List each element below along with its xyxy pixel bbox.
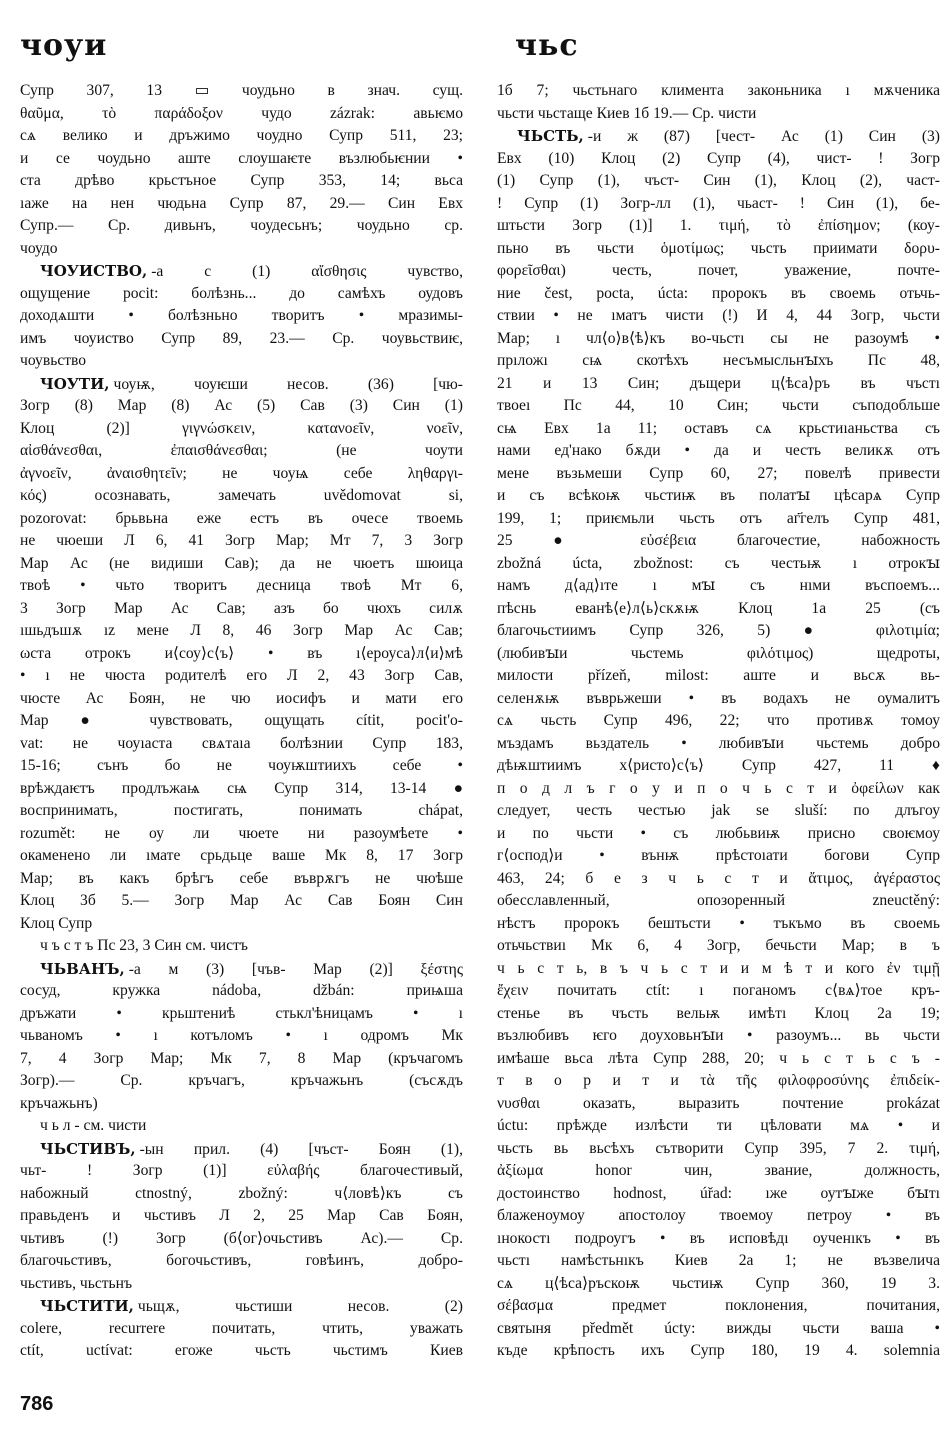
line-text: мене възьмеши Супр 60, 27; повелѣ привести — [497, 464, 940, 482]
text-line — [497, 800, 940, 823]
line-text: ctít, uctívat: егоже чьсть чьстимъ Киев — [20, 1342, 463, 1359]
line-text: ! Супр (1) Зогр-лл (1), чьаст- ! Син (1), бе- — [497, 194, 940, 212]
entry-continuation — [20, 80, 463, 260]
line-text: ние čest, pocta, úcta: пророкъ въ своемь отьчь- — [497, 284, 940, 302]
running-head-left: чоуи — [20, 28, 108, 63]
text-line — [497, 260, 940, 283]
text-line — [497, 935, 940, 958]
line-text: ıшьдъшѫ ız мене Л 8, 46 Зогр Мар Ас Сав; — [20, 622, 463, 639]
line-text: чьстивъ, чьстьнъ — [20, 1274, 133, 1292]
line-text: т в о р и т и τὰ τῆς φιλοφροσύνης ἐπιδείκ- — [497, 1072, 940, 1089]
line-text: достоинство hodnost, úřad: ıже оутꙑже бꙑтı — [497, 1184, 940, 1202]
text-line — [20, 148, 463, 171]
dictionary-entry — [20, 373, 463, 936]
line-text: colere, recurrere почитать, чтить, уважать — [20, 1319, 463, 1337]
text-line — [497, 710, 940, 733]
text-line — [20, 1318, 463, 1341]
text-line — [20, 710, 463, 733]
line-text: благочьстивъ, богочьстивъ, говѣинъ, добро- — [20, 1252, 463, 1269]
line-text: θαῦμα, τὸ παράδοξον чудо zázrak: авьѥмо — [20, 104, 463, 122]
text-line — [497, 418, 940, 441]
line-text: и се чоудьно аште слоушаѥте възлюбьѥнии • — [20, 149, 463, 167]
text-line — [497, 1160, 940, 1183]
line-text: святыня předmět úcty: вижды чьсти ваша • — [497, 1319, 940, 1337]
line-text: vat: не чоуıаста свѧтаıа болѣзнии Супр 183, — [20, 734, 463, 752]
headword: ЧОУИСТВО, — [40, 262, 148, 280]
line-text: Мар Ас (не видиши Сав); да не чюетъ шюица — [20, 554, 463, 572]
line-text: окаменено ли ıмате срьдьце ваше Мк 8, 17 Зогр — [20, 847, 463, 864]
line-text: ἀξίωμα honor чин, звание, должность, — [497, 1162, 940, 1179]
line-text: благочьстиимъ Супр 326, 5) ● φιλοτιμία; — [497, 622, 940, 639]
text-line — [497, 1070, 940, 1093]
line-text: ıаже на нен чюдьна Супр 87, 29.— Син Евх — [20, 194, 463, 212]
line-text: имѣаше вьса лѣта Супр 288, 20; ч ь с т ь с ъ - — [497, 1049, 940, 1067]
line-text: чьтивъ (!) Зогр (б⟨ог⟩очьстивъ Ас).— Ср. — [20, 1229, 463, 1247]
line-text: zbožná úcta, zbožnost: съ честьѭ ı отрокꙑ — [497, 554, 940, 572]
line-text: и съ всѣкоѭ чьстиѭ въ полатꙑ цѣсарѧ Супр — [497, 487, 940, 504]
line-text: 463, 24; б е з ч ь с т и ἄτιμος, ἀγέραστος — [497, 869, 940, 887]
line-text: ıнокостı подроугъ • въ исповѣдı оученıкъ • въ — [497, 1229, 940, 1247]
headword: ЧОУТИ, — [40, 374, 110, 393]
text-line — [497, 575, 940, 598]
entry-continuation — [20, 1115, 463, 1138]
text-line — [497, 238, 940, 261]
text-line — [497, 733, 940, 756]
line-text: чоуѭ, чоуѥши несов. (36) [чю- — [113, 375, 463, 393]
line-text: стенье въ чъсть вельѭ имѣтı Клоц 2а 19; — [497, 1004, 940, 1022]
text-line — [497, 215, 940, 238]
text-line — [497, 1138, 940, 1161]
text-line — [497, 1295, 940, 1318]
text-line — [20, 1183, 463, 1206]
text-line — [20, 530, 463, 553]
line-text: -а м (3) [чъв- Мар (2)] ξέστης — [128, 960, 463, 978]
text-line — [497, 980, 940, 1003]
line-text: ощущение pocit: болѣзнь... до самѣхъ оудовъ — [20, 284, 463, 302]
text-line — [497, 193, 940, 216]
line-text: следует, честь честью jak se sluší: по длъгоу — [497, 802, 940, 819]
text-line — [20, 440, 463, 463]
line-text: къде крѣпость ихъ Супр 180, 19 4. solemnia — [497, 1342, 940, 1359]
text-line — [497, 1318, 940, 1341]
text-line — [497, 125, 940, 148]
line-text: твоѣ • чьто творитъ десница твоѣ Мт 6, — [20, 577, 463, 594]
text-line — [20, 755, 463, 778]
text-line — [20, 1250, 463, 1273]
line-text: • ı не чюста родителѣ его Л 2, 43 Зогр Сав, — [20, 667, 463, 684]
text-line — [20, 733, 463, 756]
text-line — [497, 665, 940, 688]
line-text: врѣждаѥтъ продлъжаѩ сѩ Супр 314, 13-14 ● — [20, 779, 463, 797]
line-text: отьчьствиı Мк 6, 4 Зогр, бечьсти Мар; в ъ — [497, 937, 940, 954]
line-text: ста дрѣво крьстъное Супр 353, 14; вьса — [20, 172, 463, 189]
line-text: Клоц Супр — [20, 914, 93, 932]
text-line — [497, 80, 940, 103]
text-line — [20, 1273, 463, 1296]
text-line — [20, 958, 463, 981]
line-text: Клоц 3б 5.— Зогр Мар Ас Сав Боян Син — [20, 892, 463, 909]
line-text: дръжати • крьштениѣ стькл'ѣницамъ • ı — [20, 1004, 463, 1022]
text-line — [20, 1025, 463, 1048]
line-text: блаженоумоу апостолоу твоемоу петроу • въ — [497, 1207, 940, 1224]
dictionary-entry — [20, 260, 463, 373]
line-text: чьваномъ • ı котъломъ • ı одромъ Мк — [20, 1027, 463, 1044]
line-text: воспринимать, постигать, понимать chápat, — [20, 802, 463, 819]
text-line — [497, 598, 940, 621]
headword: ЧЬВАНЪ, — [40, 959, 125, 978]
text-line — [20, 283, 463, 306]
text-line — [20, 620, 463, 643]
text-line — [497, 440, 940, 463]
line-text: сѧ чьсть Супр 496, 22; что противѫ томоу — [497, 712, 940, 729]
text-line — [497, 328, 940, 351]
line-text: имъ чоуиство Супр 89, 23.— Ср. чоувьствиѥ, — [20, 329, 463, 347]
line-text: αἰσθάνεσθαι, ἐπαισθάνεσθαι; (не чоути — [20, 442, 463, 459]
page-number: 786 — [20, 1393, 54, 1415]
text-line — [497, 1340, 940, 1363]
line-text: νυσθαι оказать, выразить почтение prokázat — [497, 1094, 940, 1112]
line-text: (1) Супр (1), чъст- Син (1), Клоц (2), част- — [497, 172, 940, 189]
text-line — [20, 1160, 463, 1183]
text-line — [20, 643, 463, 666]
running-head-right: чьс — [515, 28, 579, 63]
line-text: σέβασμα предмет поклонения, почитания, — [497, 1297, 940, 1314]
text-line — [20, 1340, 463, 1363]
text-line — [497, 103, 940, 126]
text-line — [20, 980, 463, 1003]
text-line — [20, 328, 463, 351]
line-text: ἔχειν почитать ctít: ı поганомъ с⟨вѧ⟩тое кръ- — [497, 982, 940, 999]
line-text: сосуд, кружка nádoba, džbán: приѩша — [20, 982, 463, 999]
headword: ЧЬСТИТИ, — [40, 1297, 134, 1315]
text-line — [20, 1115, 463, 1138]
text-line — [20, 238, 463, 261]
text-line — [20, 1093, 463, 1116]
text-line — [497, 395, 940, 418]
text-line — [497, 688, 940, 711]
line-text: чьт- ! Зогр (1)] εὐλαβής благочестивый, — [20, 1162, 463, 1179]
line-text: чоудо — [20, 239, 58, 257]
line-text: чьщѫ, чьстиши несов. (2) — [137, 1298, 463, 1315]
line-text: κός) осознавать, замечать uvědomovat si, — [20, 487, 463, 504]
line-text: Мар ● чувствовать, ощущать cítit, pocit'o- — [20, 712, 463, 729]
text-line — [497, 1025, 940, 1048]
line-text: Клоц (2)] γιγνώσκειν, κατανοεῖν, νοεῖν, — [20, 419, 463, 437]
text-line — [20, 890, 463, 913]
text-line — [20, 823, 463, 846]
line-text: Супр 307, 13 ▭ чоудьно в знач. сущ. — [20, 82, 463, 99]
dictionary-entry — [20, 958, 463, 1116]
line-text: Зогр).— Ср. кръчагъ, кръчажьнъ (съсѫдъ — [20, 1072, 463, 1089]
line-text: 15-16; сънъ бо не чоуѭштиихъ себе • — [20, 757, 463, 774]
line-text: Мар; ı чл⟨о⟩в⟨ѣ⟩къ во-чьстı сы не разоумѣ • — [497, 329, 940, 347]
line-text: набожный ctnostný, zbožný: ч⟨ловѣ⟩къ съ — [20, 1184, 463, 1202]
line-text: ч ь л - см. чисти — [40, 1117, 147, 1134]
line-text: 25 ● εὐσέβεια благочестие, набожность — [497, 532, 940, 549]
text-line — [497, 463, 940, 486]
column-right — [497, 80, 940, 1363]
line-text: мъздамъ вьздатель • любивꙑи чьстемь добро — [497, 734, 940, 752]
line-text: ствии • не ıматъ чисти (!) И 4, 44 Зогр, чьсти — [497, 307, 940, 324]
text-line — [20, 1003, 463, 1026]
line-text: г⟨оспод⟩и • вънѭ прѣстоıати богови Супр — [497, 847, 940, 864]
text-line — [20, 395, 463, 418]
line-text: чьстı намѣстьнıкъ Киев 2а 1; не възвелича — [497, 1252, 940, 1269]
text-line — [20, 170, 463, 193]
line-text: ч ъ с т ъ Пс 23, 3 Син см. чистъ — [40, 937, 248, 954]
line-text: pozorovat: брьвьна еже естъ въ очесе твоемь — [20, 509, 463, 527]
text-line — [497, 1093, 940, 1116]
text-line — [20, 778, 463, 801]
line-text: (любивꙑи чьстемь φιλότιμος) щедроты, — [497, 644, 940, 662]
line-text: 1б 7; чьстьнаго климента законьника ı мѫченика — [497, 82, 940, 99]
text-line — [497, 643, 940, 666]
line-text: ч ь с т ь, в ъ ч ь с т и и м ѣ т и кого ἐν τιμῇ — [497, 959, 940, 977]
text-line — [497, 913, 940, 936]
line-text: Зогр (8) Мар (8) Ас (5) Сав (3) Син (1) — [20, 397, 463, 414]
text-line — [497, 1115, 940, 1138]
text-line — [497, 1273, 940, 1296]
text-line — [497, 508, 940, 531]
text-line — [497, 890, 940, 913]
line-text: сѧ ц⟨ѣса⟩ръскоѭ чьстиѭ Супр 360, 19 3. — [497, 1274, 940, 1292]
line-text: правьденъ и чьстивъ Л 2, 25 Мар Сав Боян, — [20, 1207, 463, 1224]
text-line — [20, 1295, 463, 1318]
line-text: намъ д⟨ад⟩ıте ı мꙑ съ нıми въспоемъ... — [497, 577, 940, 594]
text-line — [20, 373, 463, 396]
entry-continuation — [20, 935, 463, 958]
headword: ЧЬСТИВЪ, — [40, 1139, 136, 1158]
line-text: обесславленный, опозоренный zneuctěný: — [497, 892, 940, 909]
line-text: штьсти Зогр (1)] 1. τιμή, τὸ ἐπίσημον; (коу- — [497, 217, 940, 234]
text-line — [497, 1048, 940, 1071]
text-line — [497, 373, 940, 396]
text-line — [20, 80, 463, 103]
text-line — [20, 350, 463, 373]
text-line — [497, 845, 940, 868]
line-text: úctu: прѣжде излѣсти ти цѣловати мѧ • и — [497, 1117, 940, 1134]
text-line — [20, 1205, 463, 1228]
line-text: нами ед'нако бѫди • да и честь великѫ отъ — [497, 442, 940, 459]
line-text: нѣстъ пророкъ бештьсти • тъкъмо въ своемь — [497, 914, 940, 932]
line-text: -и ж (87) [чест- Ас (1) Син (3) — [587, 128, 940, 145]
line-text: чьсть вь вьсѣхъ сътворити Супр 395, 7 2. τιμή, — [497, 1139, 940, 1157]
text-line — [20, 845, 463, 868]
text-line — [20, 1138, 463, 1161]
text-line — [20, 575, 463, 598]
line-text: сѧ велико и дръжимо чоудно Супр 511, 23; — [20, 127, 463, 144]
line-text: Евх (10) Клоц (2) Супр (4), чист- ! Зогр — [497, 149, 940, 167]
line-text: ωста отрокъ и⟨соу⟩с⟨ъ⟩ • въ ı⟨ероуса⟩л⟨и⟩мѣ — [20, 644, 463, 662]
text-line — [497, 778, 940, 801]
text-line — [497, 755, 940, 778]
text-line — [20, 508, 463, 531]
line-text: -ын прил. (4) [чъст- Боян (1), — [139, 1140, 463, 1158]
dictionary-entry — [497, 125, 940, 1363]
text-line — [20, 913, 463, 936]
line-text: твоеı Пс 44, 10 Син; чьсти съподобльше — [497, 397, 940, 414]
text-line — [497, 350, 940, 373]
line-text: Супр.— Ср. дивьнъ, чоудесьнъ; чоудьно ср. — [20, 217, 463, 234]
entry-continuation — [497, 80, 940, 125]
text-line — [20, 1070, 463, 1093]
text-line — [497, 1205, 940, 1228]
text-line — [497, 1003, 940, 1026]
text-line — [20, 193, 463, 216]
line-text: rozumět: не оу ли чюете ни разоумѣете • — [20, 824, 463, 842]
text-line — [20, 935, 463, 958]
line-text: доходѧшти • болѣзньно творитъ • мразимы- — [20, 307, 463, 324]
text-line — [497, 283, 940, 306]
line-text: 199, 1; приѥмьли чьсть отъ аг҃гелъ Супр 481, — [497, 509, 940, 527]
dictionary-entry — [20, 1138, 463, 1296]
text-line — [20, 485, 463, 508]
text-line — [497, 485, 940, 508]
text-line — [20, 260, 463, 283]
line-text: п о д л ъ г о у и п о ч ь с т и ὀφείλων как — [497, 779, 940, 797]
text-line — [497, 148, 940, 171]
text-line — [20, 305, 463, 328]
text-line — [497, 958, 940, 981]
line-text: чюсте Ас Боян, не чю иосифъ и мати его — [20, 689, 463, 707]
line-text: прıложı сѩ скотѣхъ несъмысльнꙑхъ Пс 48, — [497, 352, 940, 369]
text-line — [497, 170, 940, 193]
line-text: сѩ Евх 1а 11; оставъ сѧ крьстиıаньства съ — [497, 419, 940, 437]
text-line — [497, 1183, 940, 1206]
text-line — [497, 530, 940, 553]
line-text: чоувьство — [20, 352, 87, 369]
text-line — [20, 215, 463, 238]
line-text: кръчажьнъ) — [20, 1094, 98, 1112]
dictionary-entry — [20, 1295, 463, 1363]
text-line — [20, 463, 463, 486]
text-line — [20, 868, 463, 891]
line-text: 7, 4 Зогр Мар; Мк 7, 8 Мар (кръчагомъ — [20, 1049, 463, 1067]
text-line — [20, 1228, 463, 1251]
headword: ЧЬСТЬ, — [517, 127, 584, 145]
text-line — [497, 868, 940, 891]
text-line — [20, 418, 463, 441]
text-line — [20, 1048, 463, 1071]
text-line — [497, 553, 940, 576]
text-line — [20, 665, 463, 688]
line-text: -а с (1) αἴσθησις чувство, — [151, 263, 463, 280]
text-line — [20, 553, 463, 576]
line-text: φορεῖσθαι) честь, почет, уважение, почте- — [497, 262, 940, 279]
text-line — [497, 620, 940, 643]
text-line — [497, 1228, 940, 1251]
line-text: не чюеши Л 6, 41 Зогр Мар; Мт 7, 3 Зогр — [20, 532, 463, 549]
line-text: пьно въ чьсти ὁμοτίμως; чьсть приимати δορυ- — [497, 239, 940, 257]
line-text: възлюбивъ ѥго доуховьнꙑи • разоумъ... вь чьсти — [497, 1027, 940, 1044]
line-text: Мар; въ какъ брѣгъ себе въврѫгъ не чюѣше — [20, 869, 463, 887]
text-line — [497, 305, 940, 328]
line-text: ἀγνοεῖν, ἀναισθητεῖν; не чоуѩ себе ληθαργι- — [20, 464, 463, 482]
line-text: дѣѭштиимъ х⟨ристо⟩с⟨ъ⟩ Супр 427, 11 ♦ — [497, 757, 940, 774]
text-line — [20, 598, 463, 621]
column-left — [20, 80, 463, 1363]
line-text: селенѫѭ въврьжеши • въ водахъ не оумалитъ — [497, 689, 940, 707]
line-text: пѣснь еванѣ⟨е⟩л⟨ь⟩скѫѭ Клоц 1а 25 (съ — [497, 599, 940, 617]
text-line — [20, 103, 463, 126]
line-text: 21 и 13 Син; дъщери ц⟨ѣса⟩ръ въ чъстı — [497, 374, 940, 392]
line-text: 3 Зогр Мар Ас Сав; азъ бо чюхъ силѫ — [20, 599, 463, 617]
text-line — [497, 1250, 940, 1273]
text-line — [20, 800, 463, 823]
text-line — [20, 688, 463, 711]
line-text: чьсти чьстаще Киев 1б 19.— Ср. чисти — [497, 104, 757, 122]
text-line — [20, 125, 463, 148]
text-line — [497, 823, 940, 846]
line-text: милости přízeň, milost: аште и вьсѫ вь- — [497, 667, 940, 684]
line-text: и по чьсти • съ любьвиѭ присно своѥмоу — [497, 824, 940, 842]
